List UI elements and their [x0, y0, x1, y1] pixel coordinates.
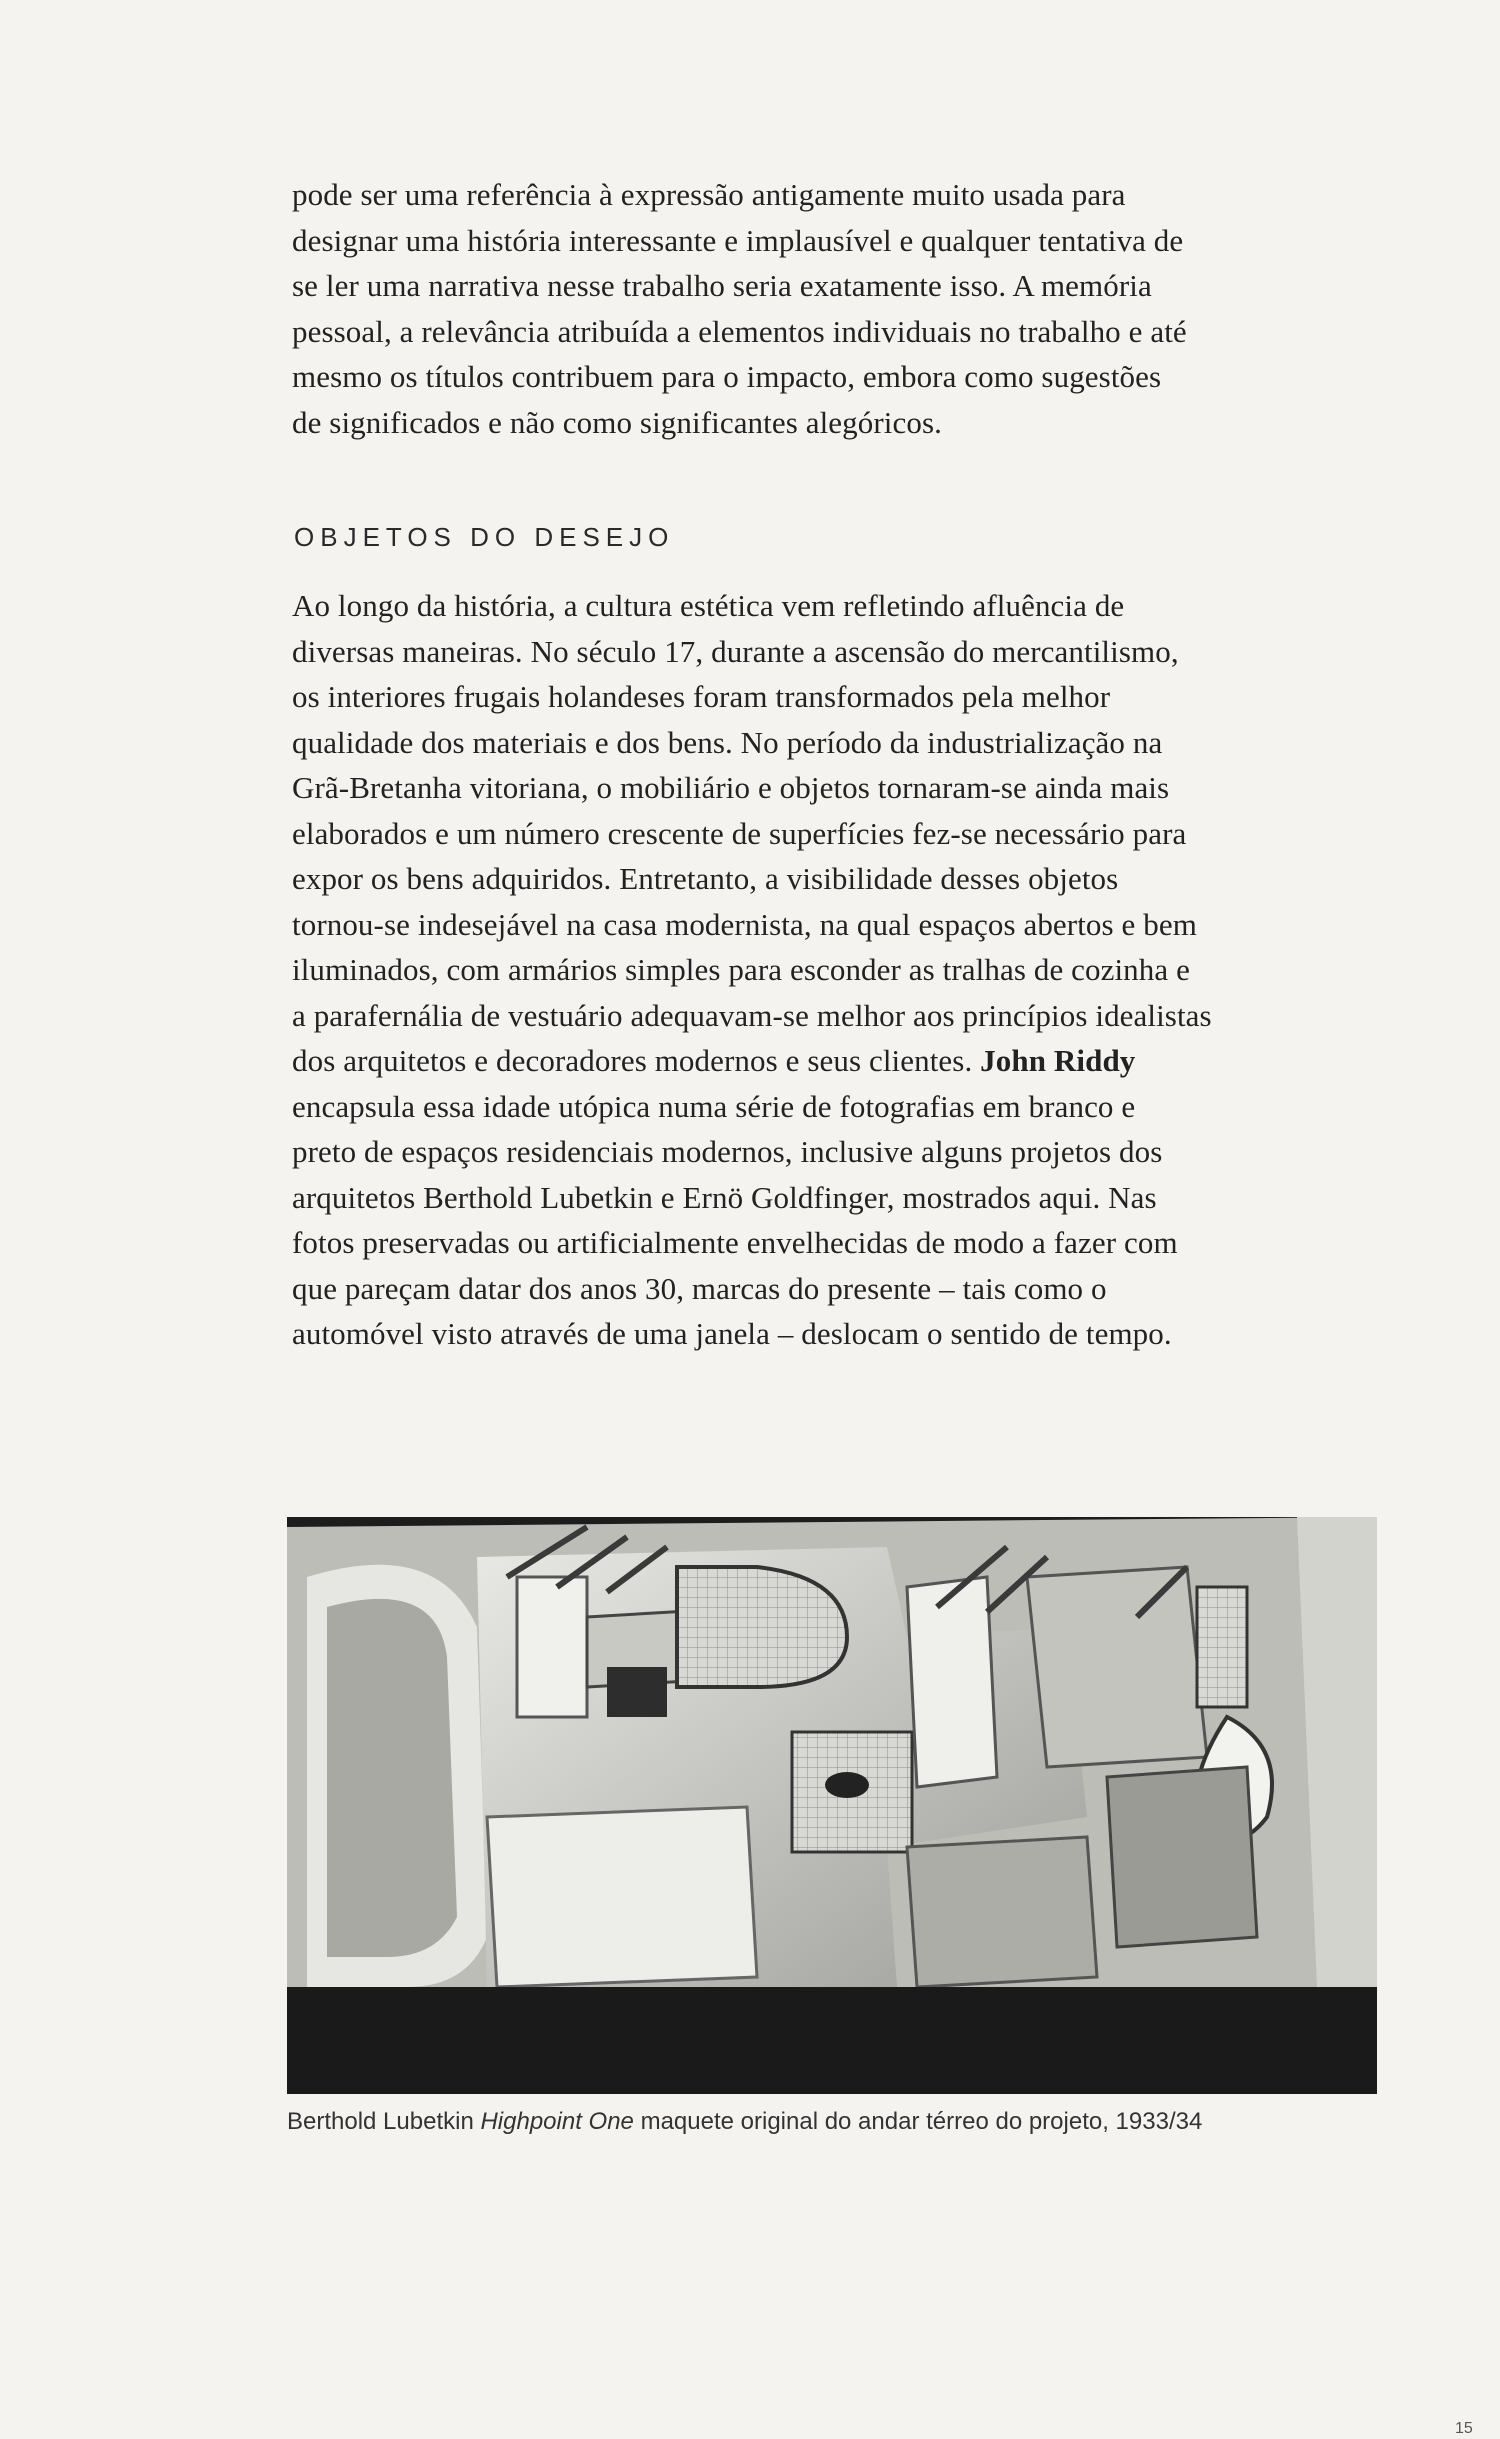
text-line: se ler uma narrativa nesse trabalho seria exatamente isso. A memória: [292, 268, 1152, 303]
text-line: Ao longo da história, a cultura estética vem refletindo afluência de: [292, 588, 1125, 623]
text-line: que pareçam datar dos anos 30, marcas do presente – tais como o: [292, 1270, 1107, 1306]
model-illustration: [287, 1517, 1377, 2094]
caption-suffix: maquete original do andar térreo do projeto, 1933/34: [633, 2108, 1203, 2135]
page-number: 15: [1455, 2420, 1473, 2437]
text-line: tornou-se indesejável na casa modernista, na qual espaços abertos e bem: [292, 906, 1197, 942]
caption-prefix: Berthold Lubetkin: [287, 2108, 481, 2135]
text-line: a parafernália de vestuário adequavam-se melhor aos princípios idealistas: [292, 997, 1212, 1033]
text-line: automóvel visto através de uma janela – deslocam o sentido de tempo.: [292, 1316, 1172, 1351]
text-line: mesmo os títulos contribuem para o impacto, embora como sugestões: [292, 359, 1162, 394]
text-fragment: dos arquitetos e decoradores modernos e seus clientes.: [292, 1043, 973, 1078]
text-line: encapsula essa idade utópica numa série de fotografias em branco e: [292, 1088, 1136, 1124]
text-line: designar uma história interessante e implausível e qualquer tentativa de: [292, 222, 1184, 258]
caption-title: Highpoint One: [480, 2108, 634, 2135]
intro-paragraph: [292, 172, 1347, 445]
architectural-model-photo: [287, 1517, 1377, 2094]
text-line: de significados e não como significantes alegóricos.: [292, 404, 942, 440]
text-line: diversas maneiras. No século 17, durante a ascensão do mercantilismo,: [292, 633, 1179, 669]
text-line: Grã-Bretanha vitoriana, o mobiliário e objetos tornaram-se ainda mais: [292, 770, 1170, 805]
figure-caption: [287, 2108, 1202, 2136]
section-heading: OBJETOS DO DESEJO: [294, 522, 675, 552]
text-line: fotos preservadas ou artificialmente envelhecidas de modo a fazer com: [292, 1225, 1178, 1260]
text-line: iluminados, com armários simples para esconder as tralhas de cozinha e: [292, 952, 1190, 987]
main-paragraph: [292, 583, 1347, 1357]
text-line: os interiores frugais holandeses foram transformados pela melhor: [292, 679, 1111, 714]
text-line: elaborados e um número crescente de superfícies fez-se necessário para: [292, 815, 1187, 851]
text-line: arquitetos Berthold Lubetkin e Ernö Goldfinger, mostrados aqui. Nas: [292, 1179, 1157, 1215]
text-line: preto de espaços residenciais modernos, inclusive alguns projetos dos: [292, 1134, 1163, 1169]
artist-name: John Riddy: [980, 1043, 1136, 1078]
text-line: pode ser uma referência à expressão antigamente muito usada para: [292, 177, 1126, 212]
text-line: expor os bens adquiridos. Entretanto, a visibilidade desses objetos: [292, 861, 1119, 896]
text-line: pessoal, a relevância atribuída a elementos individuais no trabalho e até: [292, 313, 1187, 349]
text-line: qualidade dos materiais e dos bens. No período da industrialização na: [292, 724, 1163, 760]
text-line: [292, 1038, 1347, 1084]
